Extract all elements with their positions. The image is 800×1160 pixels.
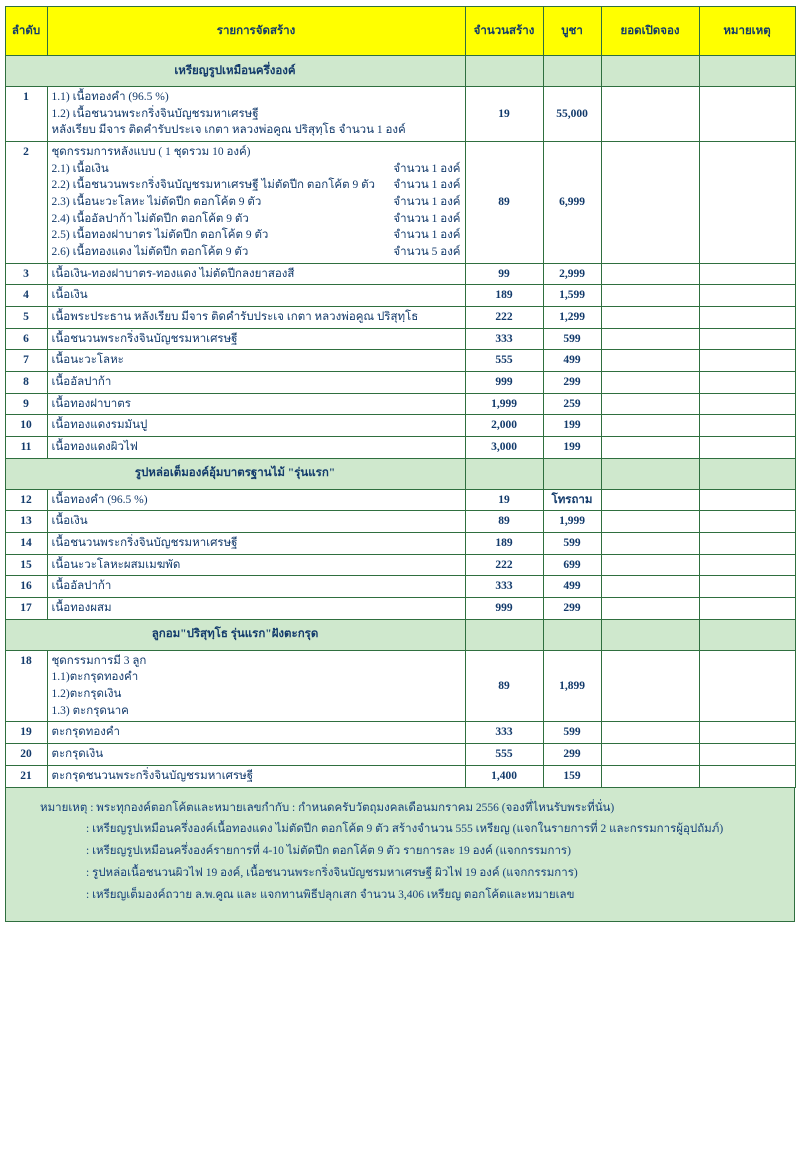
description-line <box>52 194 461 211</box>
row-description <box>47 285 465 307</box>
description-line <box>52 122 461 139</box>
row-quantity: 189 <box>465 533 543 555</box>
description-line <box>52 266 461 283</box>
row-order-number: 10 <box>5 415 47 437</box>
table-row <box>5 489 795 511</box>
description-text: 2.4) เนื้ออัลปาก้า ไม่ตัดปีก ตอกโค้ต 9 ตัว <box>51 212 249 225</box>
table-row <box>5 285 795 307</box>
row-description <box>47 598 465 620</box>
description-text: 1.1) เนื้อทองคำ (96.5 %) <box>51 91 169 103</box>
section-price-cell <box>543 619 601 650</box>
row-booked <box>601 554 699 576</box>
table-row <box>5 598 795 620</box>
description-text: เนื้อพระประธาน หลังเรียบ มีจาร ติดคำรับประเจ เกตา หลวงพ่อคูณ ปริสุทฺโธ <box>51 311 419 324</box>
row-booked <box>601 415 699 437</box>
section-booked-cell <box>601 619 699 650</box>
row-quantity: 333 <box>465 328 543 350</box>
description-text: เนื้อทองแดงรมมันปู <box>51 419 148 432</box>
description-text: เนื้อชนวนพระกริ่งจินบัญชรมหาเศรษฐี <box>51 537 238 550</box>
row-price: 159 <box>543 765 601 787</box>
row-booked <box>601 142 699 264</box>
description-quantity: จำนวน 1 องค์ <box>393 212 461 225</box>
col-header-quantity: จำนวนสร้าง <box>465 7 543 56</box>
table-row <box>5 142 795 264</box>
row-price: 1,299 <box>543 307 601 329</box>
description-text: เนื้อทองแดงผิวไฟ <box>51 441 138 454</box>
description-text: เนื้อนะวะโลหะ <box>51 354 124 367</box>
row-price: 299 <box>543 372 601 394</box>
description-text: 1.3) ตะกรุดนาค <box>51 704 129 717</box>
description-line <box>52 724 461 741</box>
table-row <box>5 511 795 533</box>
row-note <box>699 87 795 142</box>
row-price: 259 <box>543 393 601 415</box>
row-quantity: 999 <box>465 372 543 394</box>
row-quantity: 333 <box>465 722 543 744</box>
description-quantity: จำนวน 1 องค์ <box>393 196 461 209</box>
row-booked <box>601 576 699 598</box>
row-description <box>47 87 465 142</box>
row-quantity: 19 <box>465 87 543 142</box>
row-order-number: 18 <box>5 650 47 722</box>
description-line <box>52 374 461 391</box>
row-note <box>699 415 795 437</box>
row-booked <box>601 328 699 350</box>
col-header-order: ลำดับ <box>5 7 47 56</box>
row-order-number: 11 <box>5 437 47 459</box>
col-header-item: รายการจัดสร้าง <box>47 7 465 56</box>
footer-line: : รูปหล่อเนื้อชนวนผิวไฟ 19 องค์, เนื้อชนวนพระกริ่งจินบัญชรมหาเศรษฐี ผิวไฟ 19 องค์ (แจกกรรมการ) <box>86 867 578 880</box>
table-body <box>5 56 795 788</box>
description-line <box>52 211 461 228</box>
description-text: เนื้อเงิน <box>51 289 88 302</box>
description-quantity: จำนวน 1 องค์ <box>393 162 461 175</box>
section-note-cell <box>699 56 795 87</box>
description-text: 1.2)ตะกรุดเงิน <box>51 688 122 701</box>
row-order-number: 17 <box>5 598 47 620</box>
row-price: 599 <box>543 533 601 555</box>
row-description <box>47 576 465 598</box>
table-row <box>5 415 795 437</box>
description-line <box>52 557 461 574</box>
row-description <box>47 554 465 576</box>
row-description <box>47 350 465 372</box>
row-booked <box>601 307 699 329</box>
row-description <box>47 393 465 415</box>
col-header-booked: ยอดเปิดจอง <box>601 7 699 56</box>
row-order-number: 21 <box>5 765 47 787</box>
description-line <box>52 653 461 670</box>
description-line <box>52 768 461 785</box>
description-text: เนื้ออัลปาก้า <box>51 376 112 389</box>
row-order-number: 16 <box>5 576 47 598</box>
row-quantity: 555 <box>465 744 543 766</box>
row-order-number: 5 <box>5 307 47 329</box>
description-text: 2.1) เนื้อเงิน <box>51 162 109 175</box>
table-row <box>5 722 795 744</box>
description-quantity: จำนวน 1 องค์ <box>393 179 461 192</box>
row-price: 55,000 <box>543 87 601 142</box>
row-price: 599 <box>543 328 601 350</box>
row-note <box>699 307 795 329</box>
row-quantity: 89 <box>465 650 543 722</box>
table-row <box>5 350 795 372</box>
table-row <box>5 554 795 576</box>
row-quantity: 89 <box>465 142 543 264</box>
table-row <box>5 307 795 329</box>
row-quantity: 19 <box>465 489 543 511</box>
description-line <box>52 417 461 434</box>
row-price: 299 <box>543 598 601 620</box>
price-list-sheet <box>0 6 800 1160</box>
footer-line: : เหรียญรูปเหมือนครึ่งองค์รายการที่ 4-10 ไม่ตัดปีก ตอกโค้ต 9 ตัว รายการละ 19 องค์ (แจกกรรมการ) <box>86 845 571 858</box>
row-price: 1,599 <box>543 285 601 307</box>
description-text: 2.3) เนื้อนะวะโลหะ ไม่ตัดปีก ตอกโค้ต 9 ตัว <box>51 196 262 209</box>
description-line <box>52 287 461 304</box>
row-order-number: 3 <box>5 263 47 285</box>
row-booked <box>601 87 699 142</box>
section-title: เหรียญรูปเหมือนครึ่งองค์ <box>5 56 465 87</box>
description-text: เนื้อทองผสม <box>51 602 112 615</box>
section-quantity-cell <box>465 619 543 650</box>
row-note <box>699 554 795 576</box>
col-header-note: หมายเหตุ <box>699 7 795 56</box>
table-row <box>5 744 795 766</box>
description-line <box>52 144 461 161</box>
row-booked <box>601 285 699 307</box>
section-price-cell <box>543 458 601 489</box>
row-description <box>47 263 465 285</box>
row-description <box>47 372 465 394</box>
row-price: 599 <box>543 722 601 744</box>
table-row <box>5 437 795 459</box>
row-note <box>699 350 795 372</box>
row-price: 1,999 <box>543 511 601 533</box>
description-text: เนื้อเงิน-ทองฝาบาตร-ทองแดง ไม่ตัดปีกลงยาสองสี <box>51 267 295 280</box>
description-line <box>52 535 461 552</box>
footer-line: หมายเหตุ : พระทุกองค์ตอกโค้ตและหมายเลขกำกับ : กำหนดครับวัตถุมงคลเดือนมกราคม 2556 (จองที่ไหนรับพระที่นั่น) <box>40 801 615 814</box>
description-quantity: จำนวน 5 องค์ <box>393 246 461 259</box>
row-description <box>47 650 465 722</box>
description-text: เนื้อชนวนพระกริ่งจินบัญชรมหาเศรษฐี <box>51 332 238 345</box>
description-line <box>52 244 461 261</box>
footer-line: : เหรียญรูปเหมือนครึ่งองค์เนื้อทองแดง ไม่ตัดปีก ตอกโค้ต 9 ตัว สร้างจำนวน 555 เหรียญ (แจกในรายการที่ 2 และกรรมการผู้อุปถัมภ์) <box>86 823 724 836</box>
row-note <box>699 285 795 307</box>
row-booked <box>601 511 699 533</box>
table-row <box>5 576 795 598</box>
row-description <box>47 744 465 766</box>
row-note <box>699 393 795 415</box>
table-row <box>5 87 795 142</box>
row-price: 499 <box>543 350 601 372</box>
row-quantity: 1,400 <box>465 765 543 787</box>
row-note <box>699 722 795 744</box>
row-order-number: 15 <box>5 554 47 576</box>
description-line <box>52 492 461 509</box>
description-text: 1.1)ตะกรุดทองคำ <box>51 671 139 684</box>
section-price-cell <box>543 56 601 87</box>
description-text: 2.6) เนื้อทองแดง ไม่ตัดปีก ตอกโค้ต 9 ตัว <box>51 246 249 259</box>
section-booked-cell <box>601 458 699 489</box>
row-booked <box>601 533 699 555</box>
description-text: ชุดกรรมการมี 3 ลูก <box>51 654 147 667</box>
description-text: เนื้อเงิน <box>51 515 88 528</box>
row-note <box>699 511 795 533</box>
row-quantity: 1,999 <box>465 393 543 415</box>
description-line <box>52 600 461 617</box>
table-row <box>5 393 795 415</box>
row-booked <box>601 372 699 394</box>
row-price: 1,899 <box>543 650 601 722</box>
description-line <box>52 331 461 348</box>
row-note <box>699 744 795 766</box>
row-order-number: 19 <box>5 722 47 744</box>
row-quantity: 2,000 <box>465 415 543 437</box>
table-row <box>5 533 795 555</box>
table-header-row <box>5 7 795 56</box>
row-booked <box>601 765 699 787</box>
table-row <box>5 328 795 350</box>
row-booked <box>601 722 699 744</box>
row-quantity: 333 <box>465 576 543 598</box>
row-note <box>699 533 795 555</box>
description-line <box>52 352 461 369</box>
row-booked <box>601 598 699 620</box>
row-description <box>47 415 465 437</box>
description-text: ตะกรุดเงิน <box>51 748 104 761</box>
row-order-number: 14 <box>5 533 47 555</box>
col-header-price: บูชา <box>543 7 601 56</box>
row-booked <box>601 263 699 285</box>
row-quantity: 222 <box>465 554 543 576</box>
row-quantity: 3,000 <box>465 437 543 459</box>
row-order-number: 12 <box>5 489 47 511</box>
row-order-number: 7 <box>5 350 47 372</box>
footer-notes <box>5 788 795 922</box>
row-quantity: 89 <box>465 511 543 533</box>
row-note <box>699 142 795 264</box>
row-booked <box>601 350 699 372</box>
row-order-number: 4 <box>5 285 47 307</box>
row-order-number: 20 <box>5 744 47 766</box>
description-text: เนื้ออัลปาก้า <box>51 580 112 593</box>
description-line <box>52 669 461 686</box>
row-description <box>47 489 465 511</box>
section-header-row <box>5 619 795 650</box>
row-note <box>699 263 795 285</box>
row-description <box>47 328 465 350</box>
row-order-number: 6 <box>5 328 47 350</box>
description-text: ชุดกรรมการหลังแบบ ( 1 ชุดรวม 10 องค์) <box>51 146 251 159</box>
row-order-number: 13 <box>5 511 47 533</box>
row-description <box>47 142 465 264</box>
row-note <box>699 437 795 459</box>
description-text: เนื้อทองคำ (96.5 %) <box>51 493 148 506</box>
description-line <box>52 106 461 123</box>
row-note <box>699 372 795 394</box>
row-quantity: 99 <box>465 263 543 285</box>
description-text: 2.5) เนื้อทองฝาบาตร ไม่ตัดปีก ตอกโค้ต 9 ตัว <box>51 229 269 242</box>
row-note <box>699 489 795 511</box>
description-line <box>52 513 461 530</box>
row-price: 6,999 <box>543 142 601 264</box>
row-booked <box>601 393 699 415</box>
row-booked <box>601 650 699 722</box>
row-booked <box>601 437 699 459</box>
table-header <box>5 7 795 56</box>
row-note <box>699 650 795 722</box>
product-table <box>5 6 796 788</box>
row-quantity: 555 <box>465 350 543 372</box>
row-note <box>699 328 795 350</box>
section-note-cell <box>699 619 795 650</box>
row-description <box>47 307 465 329</box>
table-row <box>5 372 795 394</box>
row-quantity: 999 <box>465 598 543 620</box>
row-order-number: 9 <box>5 393 47 415</box>
description-text: เนื้อทองฝาบาตร <box>51 397 131 410</box>
description-line <box>52 89 461 106</box>
description-line <box>52 177 461 194</box>
row-quantity: 222 <box>465 307 543 329</box>
row-price: 199 <box>543 415 601 437</box>
row-description <box>47 722 465 744</box>
description-text: ตะกรุดชนวนพระกริ่งจินบัญชรมหาเศรษฐี <box>51 769 254 782</box>
row-price: 199 <box>543 437 601 459</box>
description-text: 2.2) เนื้อชนวนพระกริ่งจินบัญชรมหาเศรษฐี ไม่ตัดปีก ตอกโค้ต 9 ตัว <box>51 179 375 192</box>
row-order-number: 1 <box>5 87 47 142</box>
row-price: โทรถาม <box>543 489 601 511</box>
row-quantity: 189 <box>465 285 543 307</box>
section-quantity-cell <box>465 458 543 489</box>
description-line <box>52 746 461 763</box>
description-line <box>52 309 461 326</box>
description-line <box>52 703 461 720</box>
row-note <box>699 598 795 620</box>
row-order-number: 8 <box>5 372 47 394</box>
section-title: ลูกอม"ปริสุทฺโธ รุ่นแรก"ฝังตะกรุด <box>5 619 465 650</box>
description-line <box>52 439 461 456</box>
section-title: รูปหล่อเต็มองค์อุ้มบาตรฐานไม้ "รุ่นแรก" <box>5 458 465 489</box>
section-quantity-cell <box>465 56 543 87</box>
description-text: เนื้อนะวะโลหะผสมเมฆพัด <box>51 558 181 571</box>
table-row <box>5 650 795 722</box>
row-note <box>699 576 795 598</box>
table-row <box>5 765 795 787</box>
description-quantity: จำนวน 1 องค์ <box>393 229 461 242</box>
row-booked <box>601 744 699 766</box>
row-description <box>47 533 465 555</box>
table-row <box>5 263 795 285</box>
description-text: 1.2) เนื้อชนวนพระกริ่งจินบัญชรมหาเศรษฐี <box>51 107 259 120</box>
description-line <box>52 396 461 413</box>
section-note-cell <box>699 458 795 489</box>
row-note <box>699 765 795 787</box>
row-description <box>47 511 465 533</box>
description-text: หลังเรียบ มีจาร ติดคำรับประเจ เกตา หลวงพ่อคูณ ปริสุทฺโธ จำนวน 1 องค์ <box>51 124 406 137</box>
row-description <box>47 765 465 787</box>
description-line <box>52 161 461 178</box>
description-text: ตะกรุดทองคำ <box>51 726 121 739</box>
row-order-number: 2 <box>5 142 47 264</box>
row-description <box>47 437 465 459</box>
row-booked <box>601 489 699 511</box>
row-price: 699 <box>543 554 601 576</box>
description-line <box>52 227 461 244</box>
description-line <box>52 578 461 595</box>
footer-line: : เหรียญเต็มองค์ถวาย ล.พ.คูณ และ แจกทานพิธีปลุกเสก จำนวน 3,406 เหรียญ ตอกโค้ตและหมายเลข <box>86 888 575 901</box>
section-booked-cell <box>601 56 699 87</box>
row-price: 299 <box>543 744 601 766</box>
section-header-row <box>5 458 795 489</box>
row-price: 499 <box>543 576 601 598</box>
row-price: 2,999 <box>543 263 601 285</box>
section-header-row <box>5 56 795 87</box>
description-line <box>52 686 461 703</box>
